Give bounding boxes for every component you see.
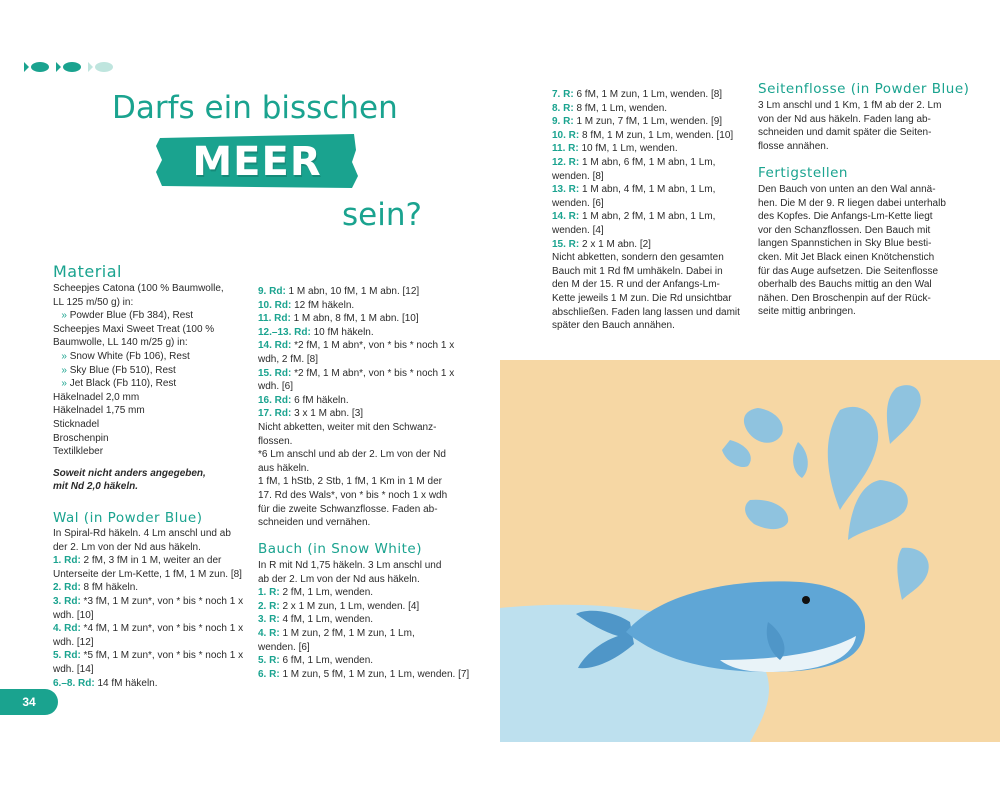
material-bullet: » Powder Blue (Fb 384), Rest <box>61 310 194 322</box>
text-line: abschließen. Faden lang lassen und damit <box>552 306 740 318</box>
material-line: Scheepjes Catona (100 % Baumwolle, <box>53 283 224 294</box>
text-line: flossen. <box>258 435 293 447</box>
text-line: Nicht abketten, weiter mit den Schwanz- <box>258 421 437 433</box>
bauch-heading: Bauch (in Snow White) <box>258 541 422 557</box>
row-step: 11. Rd: 1 M abn, 8 fM, 1 M abn. [10] <box>258 313 419 325</box>
row-step: 15. R: 2 x 1 M abn. [2] <box>552 238 651 250</box>
text-line: Kette jeweils 1 M zun. Die Rd unsichtbar <box>552 292 732 304</box>
text-line: wdh. [12] <box>53 636 94 648</box>
text-line: wdh. [10] <box>53 609 94 621</box>
row-step: 10. R: 8 fM, 1 M zun, 1 Lm, wenden. [10] <box>552 129 734 141</box>
text-line: hen. Die M der 9. R liegen dabei unterhalb <box>758 197 946 209</box>
whale-photo <box>500 360 1000 742</box>
row-step: 2. R: 2 x 1 M zun, 1 Lm, wenden. [4] <box>258 600 420 612</box>
material-line: Häkelnadel 1,75 mm <box>53 405 145 417</box>
row-step: 17. Rd: 3 x 1 M abn. [3] <box>258 408 364 420</box>
material-heading: Material <box>53 262 122 281</box>
text-line: wenden. [8] <box>552 170 604 182</box>
row-step: 10. Rd: 12 fM häkeln. <box>258 299 355 311</box>
text-line: schneiden und damit später die Seiten- <box>758 127 932 139</box>
text-line: Unterseite der Lm-Kette, 1 fM, 1 M zun. [8] <box>53 568 242 580</box>
row-step: 6. R: 1 M zun, 5 fM, 1 M zun, 1 Lm, wenden. [7] <box>258 668 470 680</box>
text-line: wenden. [6] <box>258 641 310 653</box>
wal-continued <box>258 285 458 530</box>
row-step: 11. R: 10 fM, 1 Lm, wenden. <box>552 143 678 155</box>
text-line: 17. Rd des Wals*, von * bis * noch 1 x wdh <box>258 489 448 501</box>
page-number: 34 <box>0 689 58 715</box>
bauch-instructions <box>258 559 470 681</box>
seitenflosse-heading: Seitenflosse (in Powder Blue) <box>758 81 970 97</box>
row-step: 12. R: 1 M abn, 6 fM, 1 M abn, 1 Lm, <box>552 156 716 168</box>
row-step: 4. Rd: *4 fM, 1 M zun*, von * bis * noch 1 x <box>53 623 244 635</box>
text-line: für die zweite Schwanzflosse. Faden ab- <box>258 503 438 515</box>
bullet-icon: » <box>61 364 67 376</box>
material-bullet: » Snow White (Fb 106), Rest <box>61 350 190 362</box>
text-line: wenden. [6] <box>552 197 604 209</box>
text-line: Bauch mit 1 Rd fM umhäkeln. Dabei in <box>552 265 723 277</box>
material-line: LL 125 m/50 g) in: <box>53 296 134 308</box>
row-step: 14. R: 1 M abn, 2 fM, 1 M abn, 1 Lm, <box>552 211 716 223</box>
text-line: vor den Schanzflossen. Den Bauch mit <box>758 224 931 236</box>
text-line: 1 fM, 1 hStb, 2 Stb, 1 fM, 1 Km in 1 M der <box>258 476 442 488</box>
row-step: 1. Rd: 2 fM, 3 fM in 1 M, weiter an der <box>53 555 222 567</box>
fish-icon <box>56 62 81 72</box>
row-step: 1. R: 2 fM, 1 Lm, wenden. <box>258 587 374 599</box>
material-line: Baumwolle, LL 140 m/25 g) in: <box>53 337 188 349</box>
row-step: 14. Rd: *2 fM, 1 M abn*, von * bis * noch 1 x <box>258 340 455 352</box>
text-line: wdh, 2 fM. [8] <box>258 353 319 365</box>
row-step: 8. R: 8 fM, 1 Lm, wenden. <box>552 102 668 114</box>
fertigstellen-text <box>758 183 958 319</box>
bullet-icon: » <box>61 378 67 390</box>
text-line: des Kopfes. Die Anfangs-Lm-Kette liegt <box>758 211 933 223</box>
material-bullet: » Jet Black (Fb 110), Rest <box>61 378 177 390</box>
material-line: Häkelnadel 2,0 mm <box>53 391 140 403</box>
text-line: wdh. [14] <box>53 663 94 675</box>
row-step: 4. R: 1 M zun, 2 fM, 1 M zun, 1 Lm, <box>258 627 415 639</box>
text-line: schneiden und vernähen. <box>258 517 371 529</box>
text-line: von der Nd aus häkeln. Faden lang ab- <box>758 113 931 125</box>
text-line: oberhalb des Bauchs mittig an den Wal <box>758 279 932 291</box>
fertigstellen-heading: Fertigstellen <box>758 165 848 181</box>
title-line-3: sein? <box>342 197 422 233</box>
bullet-icon: » <box>61 310 67 322</box>
material-line: Broschenpin <box>53 432 109 444</box>
seitenflosse-text <box>758 99 958 153</box>
text-line: später den Bauch annähen. <box>552 320 675 332</box>
text-line: cken. Mit Jet Black einen Knötchenstich <box>758 251 935 263</box>
whale-eye <box>802 596 810 604</box>
row-step: 15. Rd: *2 fM, 1 M abn*, von * bis * noch 1 x <box>258 367 455 379</box>
text-line: In R mit Nd 1,75 häkeln. 3 Lm anschl und <box>258 560 442 571</box>
bullet-icon: » <box>61 350 67 362</box>
material-line: Sticknadel <box>53 418 100 430</box>
material-list <box>53 282 248 494</box>
text-line: *6 Lm anschl und ab der 2. Lm von der Nd <box>258 449 446 461</box>
text-line: 3 Lm anschl und 1 Km, 1 fM ab der 2. Lm <box>758 100 942 111</box>
banner-text: MEER <box>192 139 322 185</box>
text-line: aus häkeln. <box>258 462 310 474</box>
row-step: 3. Rd: *3 fM, 1 M zun*, von * bis * noch 1 x <box>53 595 244 607</box>
text-line: In Spiral-Rd häkeln. 4 Lm anschl und ab <box>53 528 231 539</box>
text-line: seite mittig anbringen. <box>758 306 856 318</box>
row-step: 7. R: 6 fM, 1 M zun, 1 Lm, wenden. [8] <box>552 89 723 100</box>
row-step: 9. R: 1 M zun, 7 fM, 1 Lm, wenden. [9] <box>552 116 723 128</box>
row-step: 13. R: 1 M abn, 4 fM, 1 M abn, 1 Lm, <box>552 184 716 196</box>
material-line: Textilkleber <box>53 446 104 458</box>
title-line-1: Darfs ein bisschen <box>112 90 398 126</box>
text-line: wenden. [4] <box>552 224 604 236</box>
row-step: 5. Rd: *5 fM, 1 M zun*, von * bis * noch 1 x <box>53 650 244 662</box>
material-bullet: » Sky Blue (Fb 510), Rest <box>61 364 176 376</box>
material-note: mit Nd 2,0 häkeln. <box>53 481 139 493</box>
text-line: Nicht abketten, sondern den gesamten <box>552 252 724 264</box>
row-step: 12.–13. Rd: 10 fM häkeln. <box>258 326 374 338</box>
title-banner <box>156 132 358 190</box>
text-line: wdh. [6] <box>258 381 294 393</box>
row-step: 9. Rd: 1 M abn, 10 fM, 1 M abn. [12] <box>258 286 420 297</box>
fish-icons <box>24 57 124 77</box>
wal-heading: Wal (in Powder Blue) <box>53 510 203 526</box>
fish-icon <box>24 62 49 72</box>
row-step: 6.–8. Rd: 14 fM häkeln. <box>53 677 158 689</box>
material-line: Scheepjes Maxi Sweet Treat (100 % <box>53 323 215 335</box>
text-line: der 2. Lm von der Nd aus häkeln. <box>53 541 201 553</box>
bauch-continued <box>552 88 747 333</box>
fish-icon-faded <box>88 62 113 72</box>
wal-instructions <box>53 527 248 690</box>
text-line: den M der 15. R und der Anfangs-Lm- <box>552 279 720 291</box>
material-note: Soweit nicht anders angegeben, <box>53 467 206 479</box>
text-line: ab der 2. Lm von der Nd aus häkeln. <box>258 573 420 585</box>
row-step: 16. Rd: 6 fM häkeln. <box>258 394 349 406</box>
row-step: 2. Rd: 8 fM häkeln. <box>53 582 139 594</box>
text-line: flosse annähen. <box>758 140 829 152</box>
text-line: Den Bauch von unten an den Wal annä- <box>758 184 936 195</box>
row-step: 5. R: 6 fM, 1 Lm, wenden. <box>258 655 374 667</box>
row-step: 3. R: 4 fM, 1 Lm, wenden. <box>258 614 374 626</box>
text-line: für das Auge aufsetzen. Die Seitenflosse <box>758 265 939 277</box>
text-line: langen Spannstichen in Sky Blue besti- <box>758 238 932 250</box>
text-line: nähen. Den Broschenpin auf der Rück- <box>758 292 931 304</box>
